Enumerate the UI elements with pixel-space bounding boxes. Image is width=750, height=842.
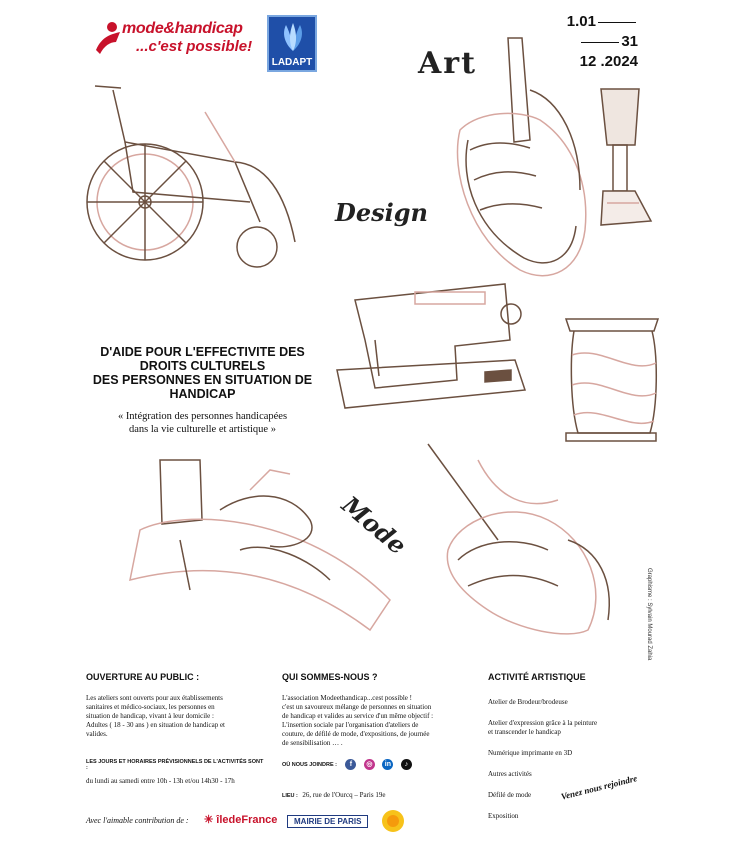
mairie-de-paris-logo: MAIRIE DE PARIS: [287, 815, 368, 828]
about-line: L'association Modeethandicap...cest possible !: [282, 694, 412, 702]
activity-item: Numérique imprimante en 3D: [488, 749, 573, 757]
join-label: OÙ NOUS JOINDRE :: [282, 761, 338, 768]
activity-item: et transcender le handicap: [488, 728, 561, 736]
linkedin-icon[interactable]: in: [382, 759, 393, 770]
activity-item: Défilé de mode: [488, 791, 532, 799]
opening-line: Adultes ( 18 - 30 ans ) en situation de handicap et: [86, 721, 225, 729]
wheelchair-sketch: [85, 72, 310, 287]
sewing-hands-sketch: [120, 450, 400, 635]
hand-pen-sketch: [440, 30, 590, 290]
activities-section: [488, 672, 663, 821]
about-line: c'est un savoureux mélange de personnes en situation: [282, 703, 432, 711]
place-label: LIEU :: [282, 793, 298, 799]
prosthetic-leg-sketch: [595, 85, 655, 235]
opening-section: [86, 672, 266, 786]
flower-icon: [276, 23, 310, 53]
tiktok-icon[interactable]: ♪: [401, 759, 412, 770]
date-end: 12 .2024: [579, 53, 638, 70]
sewing-machine-sketch: [335, 280, 535, 415]
brand-line2: ...c'est possible!: [136, 38, 253, 55]
iledefrance-logo: [204, 813, 277, 826]
opening-line: Les ateliers sont ouverts pour aux établissements: [86, 694, 223, 702]
opening-line: situation de handicap, vivant à leur domicile :: [86, 712, 214, 720]
about-text: [282, 694, 472, 748]
word-art: Art: [418, 46, 477, 81]
word-mode: Mode: [336, 490, 413, 561]
headline-line: HANDICAP: [169, 387, 236, 401]
date-mid: 31: [621, 33, 638, 50]
hours-text: du lundi au samedi entre 10h - 13h et/ou 14h30 - 17h: [86, 777, 235, 785]
join-us-tagline: Venez nous rejoindre: [560, 773, 639, 802]
sun-logo-icon: [380, 808, 406, 834]
about-line: couture, de défilé de mode, d'expositions, de journée: [282, 730, 430, 738]
headline-line: DROITS CULTURELS: [139, 359, 266, 373]
activity-item: Autres activités: [488, 770, 532, 778]
ladapt-logo: [267, 15, 317, 72]
instagram-icon[interactable]: ◎: [364, 759, 375, 770]
subline-line: « Intégration des personnes handicapées: [117, 411, 288, 422]
word-design: Design: [335, 198, 428, 227]
about-section: [282, 672, 472, 802]
opening-text: [86, 694, 266, 739]
activity-item: Atelier d'expression grâce à la peinture: [488, 719, 598, 727]
activity-item: Atelier de Brodeur/brodeuse: [488, 698, 568, 706]
date-divider: [598, 22, 636, 23]
subline-line: dans la vie culturelle et artistique »: [129, 424, 276, 435]
graphics-credit: Graphisme : Sylvain Mourad Zahia: [646, 568, 652, 661]
hours-label: LES JOURS ET HORAIRES PRÉVISIONNELS DE L'ACTIVITÉS SONT :: [86, 759, 264, 771]
opening-title: OUVERTURE AU PUBLIC :: [86, 672, 200, 682]
headline-line: D'AIDE POUR L'EFFECTIVITE DES: [100, 345, 305, 359]
place-text: 26, rue de l'Ourcq – Paris 19e: [302, 791, 386, 799]
opening-line: valides.: [86, 730, 108, 738]
about-line: de handicap et valides au service d'un même objectif :: [282, 712, 434, 720]
hand-needle-sketch: [418, 440, 623, 645]
brand-figure-icon: [92, 20, 122, 56]
headline-line: DES PERSONNES EN SITUATION DE: [92, 373, 313, 387]
date-start: 1.01: [566, 13, 596, 30]
activity-item: Exposition: [488, 812, 519, 820]
headline: [80, 345, 325, 401]
opening-line: sanitaires et médico-sociaux, les personnes en: [86, 703, 215, 711]
about-title: QUI SOMMES-NOUS ?: [282, 672, 378, 682]
subline: [80, 410, 325, 436]
contribution-text: Avec l'aimable contribution de :: [86, 816, 189, 825]
place-row: [282, 784, 472, 802]
social-row: [282, 756, 472, 774]
star-icon: ✳: [204, 814, 214, 826]
brand-logo: [92, 18, 262, 60]
ladapt-label: LADAPT: [271, 57, 313, 68]
about-line: L'insertion sociale par l'organisation d'ateliers de: [282, 721, 419, 729]
about-line: de sensibilisation … .: [282, 739, 343, 747]
brand-line1: mode&handicap: [122, 20, 243, 37]
measuring-tape-spool-sketch: [560, 315, 665, 445]
activities-title: ACTIVITÉ ARTISTIQUE: [488, 672, 586, 682]
activities-list: [488, 698, 663, 821]
iledefrance-label: îledeFrance: [216, 814, 278, 826]
facebook-icon[interactable]: f: [345, 759, 356, 770]
